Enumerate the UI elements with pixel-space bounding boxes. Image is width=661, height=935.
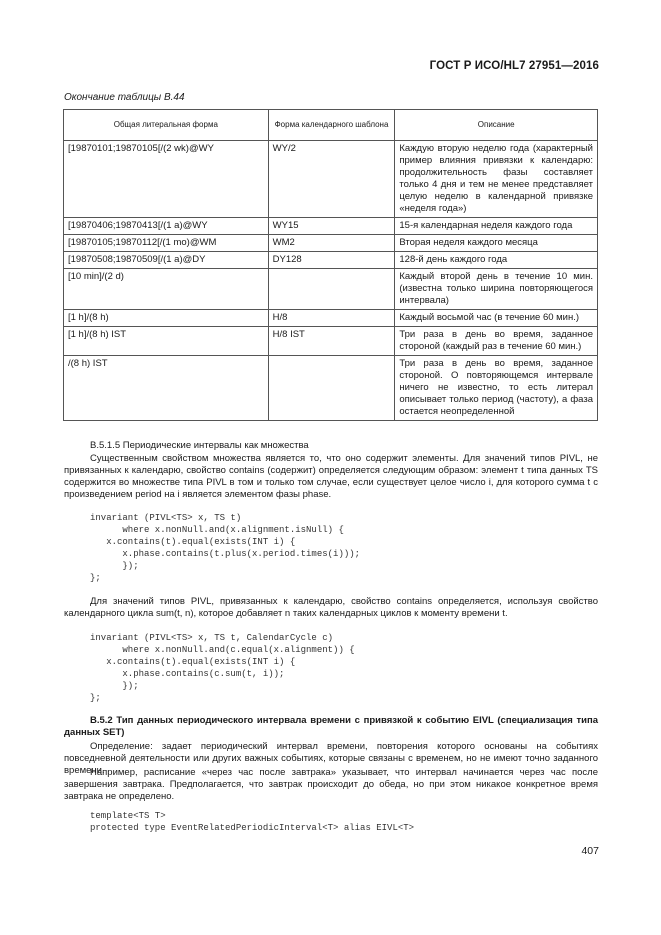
header-literal-form: Общая литеральная форма bbox=[64, 110, 269, 141]
section-heading-b515: В.5.1.5 Периодические интервалы как множества bbox=[90, 440, 309, 451]
table-row bbox=[64, 356, 598, 421]
table-row bbox=[64, 269, 598, 310]
code-line: template<TS T> bbox=[90, 811, 166, 821]
cell-pattern: WM2 bbox=[268, 235, 395, 252]
cell-literal: [19870105;19870112[/(1 mo)@WM bbox=[64, 235, 269, 252]
cell-description: Каждый второй день в течение 10 мин. (известна только ширина повторяющегося интервала) bbox=[395, 269, 598, 310]
cell-description: Вторая неделя каждого месяца bbox=[395, 235, 598, 252]
code-line: x.phase.contains(t.plus(x.period.times(i))); bbox=[90, 549, 361, 559]
section-b515-paragraph-1: Существенным свойством множества является то, что оно содержит элементы. Для значений типов PIVL, не привязанных к календарю, свойство contains (содержит) определяется следующим образом: элемент t типа данных TS содержится во множестве типа PIVL в том и только том случае, если существует целое число i, для которого сумма t с произведением period на i является элементом фазы phase. bbox=[64, 453, 598, 500]
code-line: x.contains(t).equal(exists(INT i) { bbox=[90, 537, 296, 547]
code-line: where x.nonNull.and(c.equal(x.alignment)) { bbox=[90, 645, 355, 655]
code-line: }; bbox=[90, 573, 101, 583]
table-row bbox=[64, 252, 598, 269]
cell-literal: [10 min]/(2 d) bbox=[64, 269, 269, 310]
table-row bbox=[64, 218, 598, 235]
cell-description: 15-я календарная неделя каждого года bbox=[395, 218, 598, 235]
code-line: }); bbox=[90, 681, 139, 691]
cell-pattern: WY/2 bbox=[268, 141, 395, 218]
cell-description: Три раза в день во время, заданное стороной. О повторяющемся интервале ничего не известно, то есть литерал описывает только период (частоту), а фаза остается неопределенной bbox=[395, 356, 598, 421]
section-b52-definition: Определение: задает периодический интервал времени, повторения которого основаны на событиях повседневной деятельности или других важных событиях, которые связаны с временем, но не имеют точно заданного времени. bbox=[64, 741, 598, 776]
code-line: x.phase.contains(c.sum(t, i)); bbox=[90, 669, 285, 679]
code-line: }; bbox=[90, 693, 101, 703]
cell-literal: [19870508;19870509[/(1 a)@DY bbox=[64, 252, 269, 269]
code-block-2 bbox=[90, 632, 355, 704]
cell-pattern: H/8 IST bbox=[268, 327, 395, 356]
calendar-pattern-table bbox=[63, 109, 598, 421]
cell-literal: [19870406;19870413[/(1 a)@WY bbox=[64, 218, 269, 235]
cell-literal: [19870101;19870105[/(2 wk)@WY bbox=[64, 141, 269, 218]
code-line: x.contains(t).equal(exists(INT i) { bbox=[90, 657, 296, 667]
table-row bbox=[64, 327, 598, 356]
code-line: protected type EventRelatedPeriodicInterval<T> alias EIVL<T> bbox=[90, 823, 415, 833]
table-header-row bbox=[64, 110, 598, 141]
code-line: invariant (PIVL<TS> x, TS t) bbox=[90, 513, 242, 523]
page-number: 407 bbox=[581, 845, 599, 857]
header-calendar-pattern: Форма календарного шаблона bbox=[268, 110, 395, 141]
code-block-3 bbox=[90, 810, 414, 834]
cell-description: Каждую вторую неделю года (характерный пример влияния привязки к календарю: продолжительность фазы составляет только 4 дня и тем не менее представляет целую неделю в календарной привязке «неделя года») bbox=[395, 141, 598, 218]
cell-pattern: DY128 bbox=[268, 252, 395, 269]
code-block-1 bbox=[90, 512, 360, 584]
cell-description: 128-й день каждого года bbox=[395, 252, 598, 269]
section-b515-paragraph-2: Для значений типов PIVL, привязанных к календарю, свойство contains определяется, используя свойство календарного цикла sum(t, n), которое добавляет n таких календарных циклов к моменту времени t. bbox=[64, 596, 598, 619]
cell-literal: /(8 h) IST bbox=[64, 356, 269, 421]
cell-literal: [1 h]/(8 h) bbox=[64, 310, 269, 327]
cell-pattern: H/8 bbox=[268, 310, 395, 327]
cell-pattern bbox=[268, 269, 395, 310]
code-line: where x.nonNull.and(x.alignment.isNull) { bbox=[90, 525, 344, 535]
cell-pattern: WY15 bbox=[268, 218, 395, 235]
header-description: Описание bbox=[395, 110, 598, 141]
table-caption: Окончание таблицы В.44 bbox=[64, 92, 185, 103]
cell-description: Каждый восьмой час (в течение 60 мин.) bbox=[395, 310, 598, 327]
table-row bbox=[64, 235, 598, 252]
table-row bbox=[64, 141, 598, 218]
standard-designation: ГОСТ Р ИСО/HL7 27951—2016 bbox=[429, 60, 599, 72]
section-b52-example: Например, расписание «через час после завтрака» указывает, что интервал начинается через час после завершения завтрака. Предполагается, что завтрак происходит до обеда, но при этом никакое конкретное время завтрака не определено. bbox=[64, 767, 598, 802]
cell-pattern bbox=[268, 356, 395, 421]
cell-literal: [1 h]/(8 h) IST bbox=[64, 327, 269, 356]
section-heading-b52: В.5.2 Тип данных периодического интервала времени с привязкой к событию EIVL (специализация типа данных SET) bbox=[64, 715, 598, 738]
code-line: invariant (PIVL<TS> x, TS t, CalendarCycle c) bbox=[90, 633, 334, 643]
cell-description: Три раза в день во время, заданное стороной (каждый раз в течение 60 мин.) bbox=[395, 327, 598, 356]
code-line: }); bbox=[90, 561, 139, 571]
table-row bbox=[64, 310, 598, 327]
